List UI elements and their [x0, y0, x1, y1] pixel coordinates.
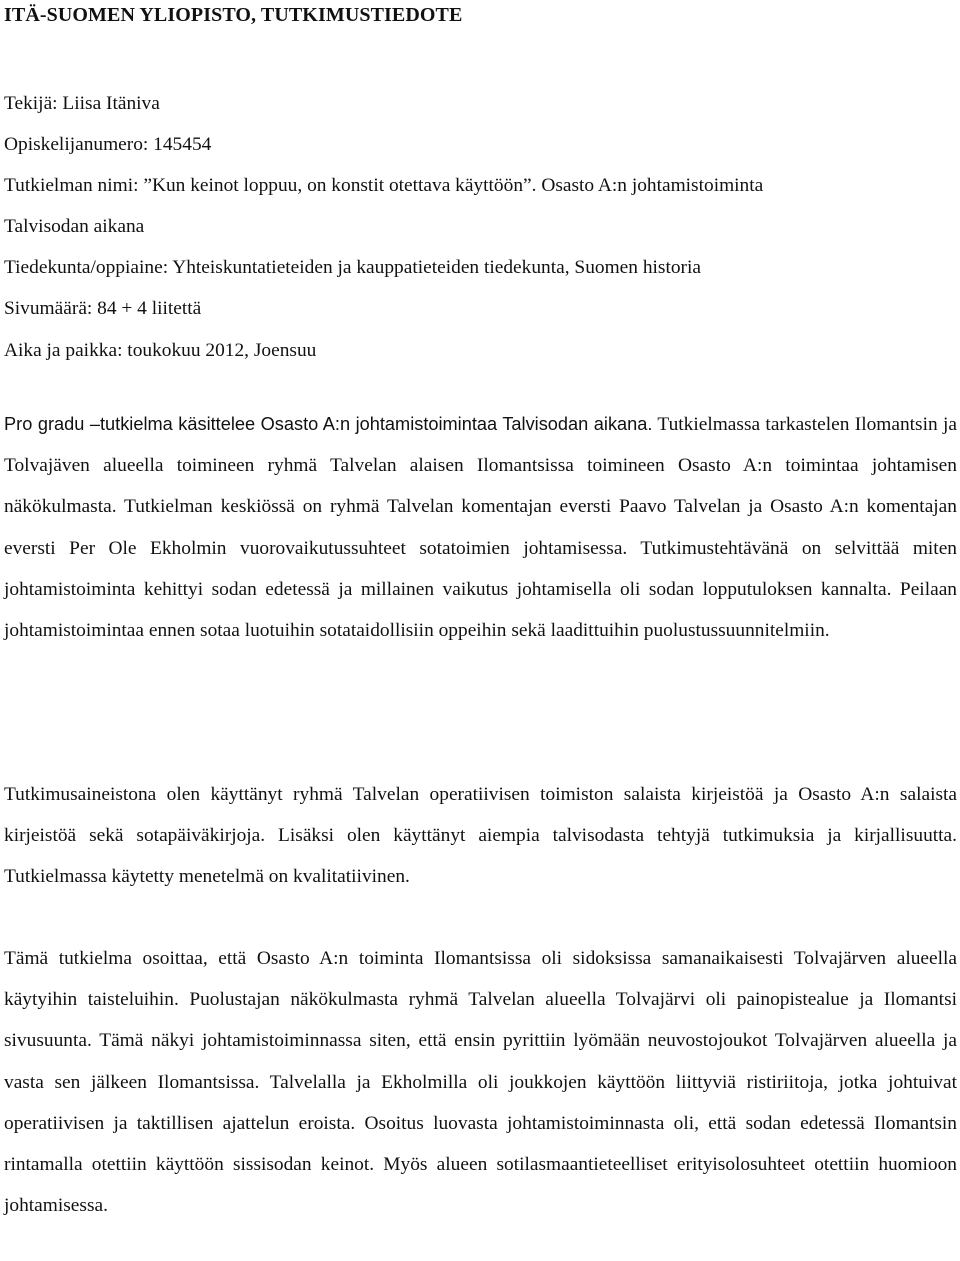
- abstract-paragraph-2: [4, 774, 957, 898]
- abstract-paragraph-3: [4, 938, 957, 1226]
- thesis-title-line-2: Talvisodan aikana: [4, 216, 145, 238]
- author-line: Tekijä: Liisa Itäniva: [4, 93, 160, 114]
- abstract-lead-sentence: Pro gradu –tutkielma käsittelee Osasto A:n johtamistoimintaa Talvisodan aikana.: [4, 414, 653, 434]
- abstract-paragraph-1: [4, 404, 957, 651]
- page-count-line: Sivumäärä: 84 + 4 liitettä: [4, 298, 202, 320]
- document-title: ITÄ-SUOMEN YLIOPISTO, TUTKIMUSTIEDOTE: [4, 4, 463, 26]
- thesis-title-line-1: Tutkielman nimi: ”Kun keinot loppuu, on konstit otettava käyttöön”. Osasto A:n johtamistoiminta: [4, 175, 764, 197]
- time-place-line: Aika ja paikka: toukokuu 2012, Joensuu: [4, 339, 317, 361]
- student-number-line: Opiskelijanumero: 145454: [4, 134, 212, 156]
- abstract-paragraph-1-text: Tutkielmassa tarkastelen Ilomantsin ja Tolvajäven alueella toimineen ryhmä Talvelan alaisen Ilomantsissa toimineen Osasto A:n toimintaa johtamisen näkökulmasta. Tutkielman keskiössä on ryhmä Talvelan komentajan eversti Paavo Talvelan ja Osasto A:n komentajan eversti Per Ole Ekholmin vuorovaikutussuhteet sotatoimien johtamisessa. Tutkimustehtävänä on selvittää miten johtamistoiminta kehittyi sodan edetessä ja millainen vaikutus johtamisella oli sodan lopputuloksen kannalta. Peilaan johtamistoimintaa ennen sotaa luotuihin sotataidollisiin oppeihin sekä laadittuihin puolustussuunnitelmiin.: [4, 414, 957, 642]
- faculty-line: Tiedekunta/oppiaine: Yhteiskuntatieteiden ja kauppatieteiden tiedekunta, Suomen historia: [4, 257, 701, 279]
- abstract-paragraph-2-text: Tutkimusaineistona olen käyttänyt ryhmä Talvelan operatiivisen toimiston salaista kirjeistöä ja Osasto A:n salaista kirjeistöä sekä sotapäiväkirjoja. Lisäksi olen käyttänyt aiempia talvisodasta tehtyjä tutkimuksia ja kirjallisuutta. Tutkielmassa käytetty menetelmä on kvalitatiivinen.: [4, 784, 957, 888]
- thesis-metadata: [4, 83, 958, 371]
- abstract-paragraph-3-text: Tämä tutkielma osoittaa, että Osasto A:n toiminta Ilomantsissa oli sidoksissa samanaikaisesti Tolvajärven alueella käytyihin taisteluihin. Puolustajan näkökulmasta ryhmä Talvelan alueella Tolvajärvi oli painopistealue ja Ilomantsi sivusuunta. Tämä näkyi johtamistoiminnassa siten, että ensin pyrittiin lyömään neuvostojoukot Tolvajärven alueella ja vasta sen jälkeen Ilomantsissa. Talvelalla ja Ekholmilla oli joukkojen käyttöön liittyviä ristiriitoja, jotka johtuivat operatiivisen ja taktillisen ajattelun eroista. Osoitus luovasta johtamistoiminnasta oli, että sodan edetessä Ilomantsin rintamalla otettiin käyttöön sissisodan keinot. Myös alueen sotilasmaantieteelliset erityisolosuhteet otettiin huomioon johtamisessa.: [4, 948, 957, 1217]
